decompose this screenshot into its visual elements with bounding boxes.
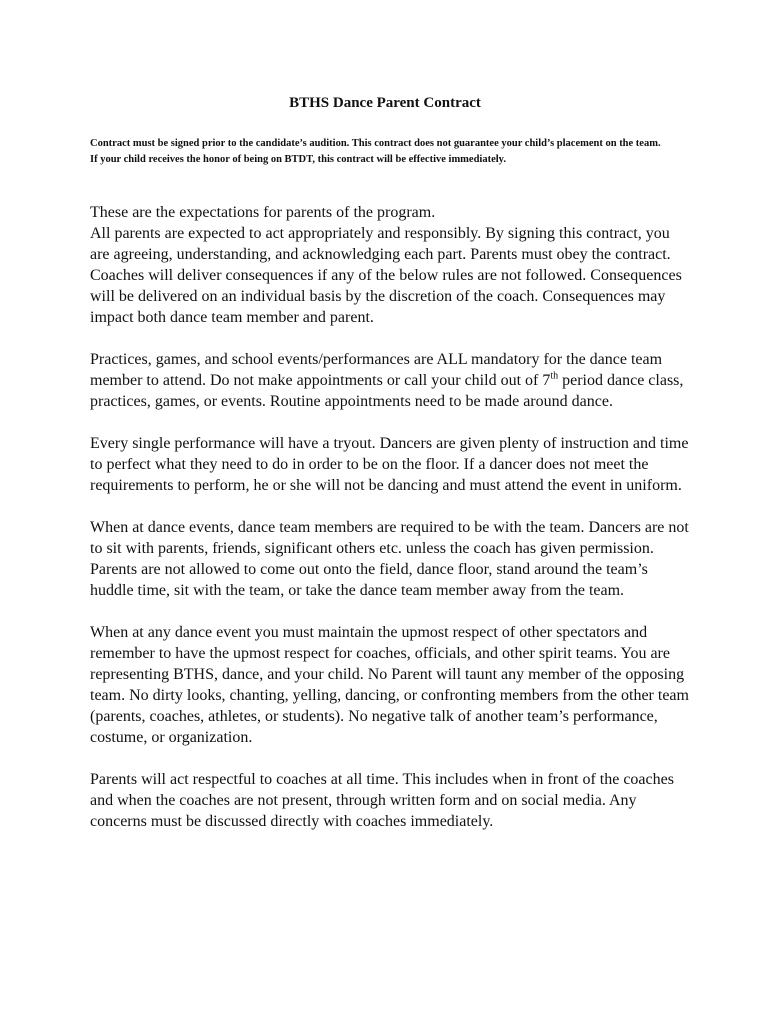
intro-paragraph: All parents are expected to act appropriately and responsibly. By signing this contract, you are agreeing, understanding, and acknowledging each part. Parents must obey the contract. Coaches will deliver consequences if any of the below rules are not followed. Consequences will be delivered on an individual basis by the discretion of the coach. Consequences may impact both dance team member and parent.: [90, 225, 682, 326]
ordinal-superscript: th: [550, 370, 559, 382]
tryout-paragraph: Every single performance will have a tryout. Dancers are given plenty of instruction and time to perfect what they need to do in order to be on the floor. If a dancer does not meet the requirements to perform, he or she will not be dancing and must attend the event in uniform.: [90, 435, 689, 494]
respect-paragraph: When at any dance event you must maintain the upmost respect of other spectators and remember to have the upmost respect for coaches, officials, and other spirit teams. You are representing BTHS, dance, and your child. No Parent will taunt any member of the opposing team. No dirty looks, chanting, yelling, dancing, or confronting members from the other team (parents, coaches, athletes, or students). No negative talk of another team’s performance, costume, or organization.: [90, 624, 689, 746]
dance-events-paragraph: When at dance events, dance team members are required to be with the team. Dancers are not to sit with parents, friends, significant others etc. unless the coach has given permission. Parents are not allowed to come out onto the field, dance floor, stand around the team’s huddle time, sit with the team, or take the dance team member away from the team.: [90, 519, 689, 599]
mandatory-text-part1: Practices, games, and school events/performances are ALL mandatory for the dance team member to attend. Do not make appointments or call your child out of 7: [90, 351, 663, 389]
contract-body: [90, 202, 690, 853]
intro-line: These are the expectations for parents of the program.: [90, 204, 436, 221]
contract-notice: Contract must be signed prior to the candidate’s audition. This contract does not guarantee your child’s placement on the team. If your child receives the honor of being on BTDT, this contract will be effective immediately.: [90, 138, 661, 165]
page-title: BTHS Dance Parent Contract: [289, 95, 481, 111]
coaches-respect-paragraph: Parents will act respectful to coaches at all time. This includes when in front of the coaches and when the coaches are not present, through written form and on social media. Any concerns must be discussed directly with coaches immediately.: [90, 771, 674, 830]
mandatory-text-part2: period dance class, practices, games, or events. Routine appointments need to be made around dance.: [90, 372, 684, 410]
mandatory-attendance-paragraph: [90, 349, 690, 412]
